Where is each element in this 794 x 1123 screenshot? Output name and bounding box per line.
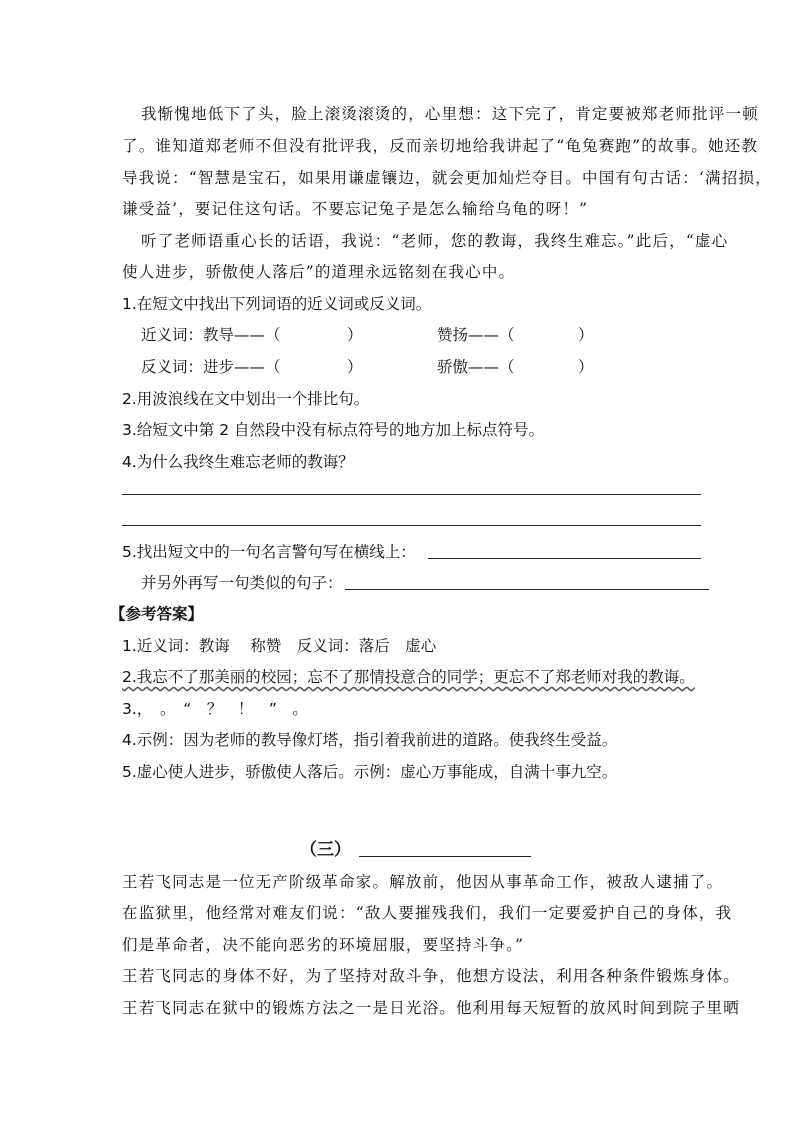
answer-line[interactable] bbox=[122, 494, 701, 495]
synonym-item-right: 赞扬——（ bbox=[437, 326, 515, 344]
synonym-label: 近义词：教导——（ bbox=[141, 326, 281, 344]
answer-4: 4.示例：因为老师的教导像灯塔，指引着我前进的道路。使我终生受益。 bbox=[122, 731, 618, 749]
story-line: 谦受益’，要记住这句话。不要忘记兔子是怎么输给乌龟的呀！” bbox=[122, 200, 589, 218]
section-line: 们是革命者，决不能向恶劣的环境屈服，要坚持斗争。” bbox=[122, 936, 525, 954]
question-5b-text: 并另外再写一句类似的句子： bbox=[141, 574, 343, 592]
story-line: 我惭愧地低下了头，脸上滚烫滚烫的，心里想：这下完了，肯定要被郑老师批评一顿 bbox=[141, 105, 759, 123]
story-line: 了。谁知道郑老师不但没有批评我，反而亲切地给我讲起了“龟兔赛跑”的故事。她还教 bbox=[122, 137, 759, 155]
antonym-item-right: 骄傲——（ bbox=[437, 358, 515, 376]
answer-line[interactable] bbox=[428, 558, 701, 559]
question-1: 1.在短文中找出下列词语的近义词或反义词。 bbox=[122, 295, 432, 313]
story-line: 导我说：“智慧是宝石，如果用谦虚镶边，就会更加灿烂夺目。中国有句古话：‘满招损， bbox=[122, 169, 772, 187]
antonym-close-right: ） bbox=[578, 358, 594, 376]
section-line: 在监狱里，他经常对难友们说：“敌人要摧残我们，我们一定要爱护自己的身体，我 bbox=[122, 904, 733, 922]
section-line: 王若飞同志在狱中的锻炼方法之一是日光浴。他利用每天短暂的放风时间到院子里晒 bbox=[122, 999, 740, 1017]
answer-5: 5.虚心使人进步，骄傲使人落后。示例：虚心万事能成，自满十事九空。 bbox=[122, 763, 618, 781]
section-title-text: （三） bbox=[300, 840, 351, 860]
question-5-text: 5.找出短文中的一句名言警句写在横线上： bbox=[122, 543, 416, 561]
antonym-item-left: 反义词：进步——（ bbox=[141, 358, 281, 376]
answer-2: 2.我忘不了那美丽的校园；忘不了那情投意合的同学；更忘不了郑老师对我的教诲。 bbox=[122, 668, 695, 686]
synonym-close-right: ） bbox=[578, 326, 594, 344]
answer-1: 1.近义词：教诲 称赞 反义词：落后 虚心 bbox=[122, 637, 437, 655]
synonym-close-left: ） bbox=[347, 326, 363, 344]
question-5b bbox=[141, 573, 343, 593]
question-3: 3.给短文中第 2 自然段中没有标点符号的地方加上标点符号。 bbox=[122, 421, 545, 439]
answers-heading: 【参考答案】 bbox=[110, 605, 204, 623]
title-blank[interactable] bbox=[359, 842, 531, 857]
story-line: 使人进步，骄傲使人落后”的道理永远铭刻在我心中。 bbox=[122, 263, 516, 281]
section-line: 王若飞同志的身体不好，为了坚持对敌斗争，他想方设法，利用各种条件锻炼身体。 bbox=[122, 967, 740, 985]
section-title bbox=[300, 835, 531, 860]
answer-line[interactable] bbox=[345, 589, 709, 590]
question-2: 2.用波浪线在文中划出一个排比句。 bbox=[122, 390, 370, 408]
question-5 bbox=[122, 542, 416, 562]
section-line: 王若飞同志是一位无产阶级革命家。解放前，他因从事革命工作，被敌人逮捕了。 bbox=[122, 873, 724, 891]
answer-line[interactable] bbox=[122, 525, 701, 526]
story-line: 听了老师语重心长的话语，我说：“老师，您的教诲，我终生难忘。”此后，“虚心 bbox=[141, 232, 729, 250]
synonym-item-left bbox=[141, 325, 281, 345]
antonym-close-left: ） bbox=[347, 358, 363, 376]
question-4: 4.为什么我终生难忘老师的教诲？ bbox=[122, 453, 354, 471]
answer-3: 3.， 。 “ ？ ！ ” 。 bbox=[122, 700, 308, 718]
